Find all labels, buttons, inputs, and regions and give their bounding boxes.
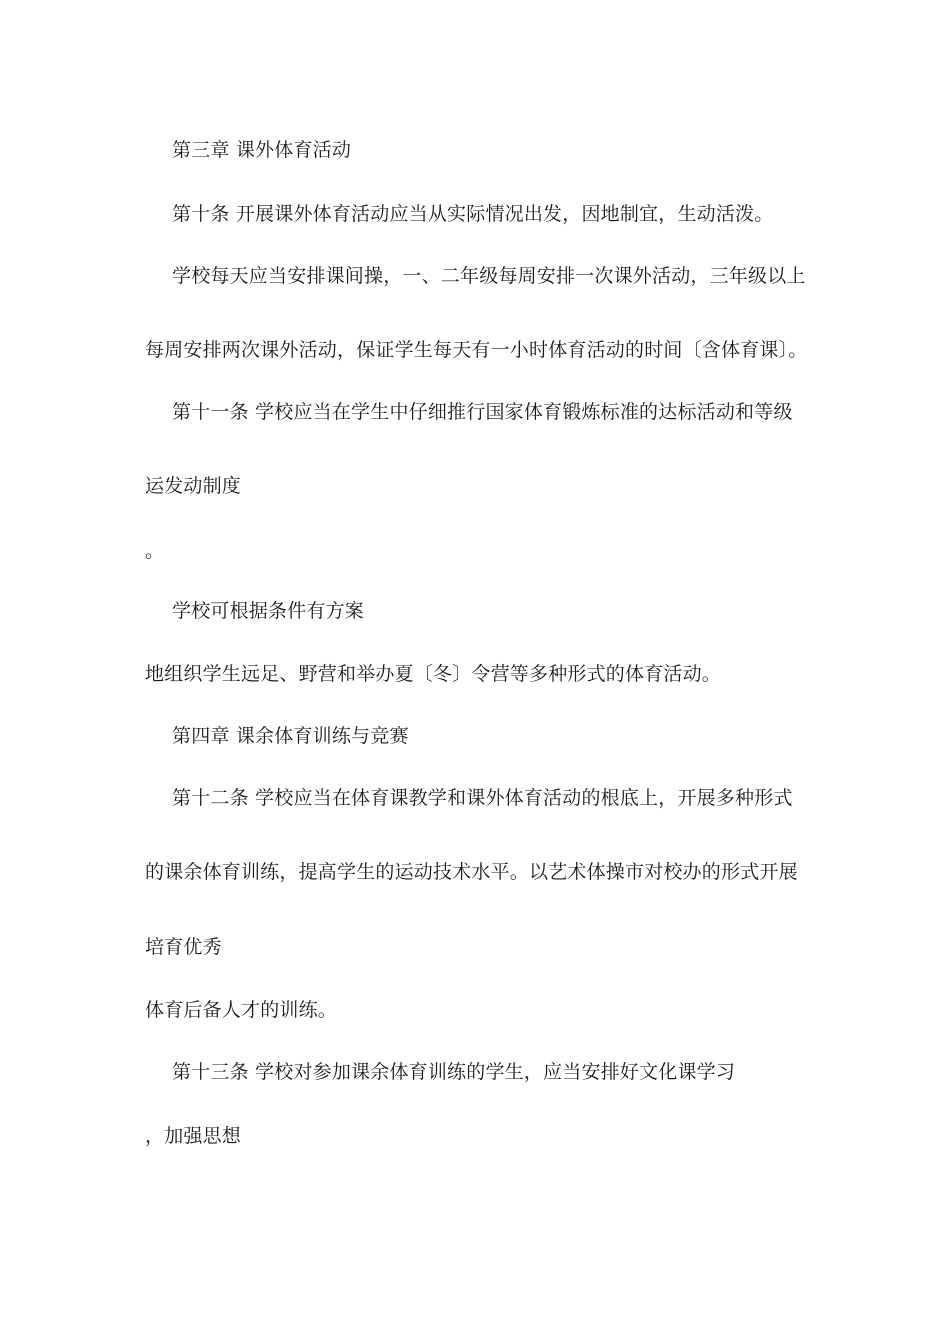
paragraph-line: 每周安排两次课外活动，保证学生每天有一小时体育活动的时间〔含体育课〕。 (145, 339, 808, 361)
article-11-line: 第十一条 学校应当在学生中仔细推行国家体育锻炼标准的达标活动和等级 (172, 401, 793, 423)
article-10-line: 第十条 开展课外体育活动应当从实际情况出发，因地制宜，生动活泼。 (172, 203, 774, 225)
paragraph-line: ，加强思想 (145, 1125, 242, 1147)
paragraph-line: 运发动制度 (145, 475, 242, 497)
paragraph-line: 体育后备人才的训练。 (145, 999, 338, 1021)
chapter-4-heading: 第四章 课余体育训练与竞赛 (172, 725, 409, 747)
article-13-line: 第十三条 学校对参加课余体育训练的学生，应当安排好文化课学习 (172, 1061, 736, 1083)
paragraph-line: 学校可根据条件有方案 (172, 600, 365, 622)
paragraph-line: 培育优秀 (145, 936, 222, 958)
article-12-line: 第十二条 学校应当在体育课教学和课外体育活动的根底上，开展多种形式 (172, 787, 793, 809)
paragraph-line: 的课余体育训练，提高学生的运动技术水平。以艺术体操市对校办的形式开展 (145, 861, 798, 883)
paragraph-line: 。 (145, 540, 165, 562)
chapter-3-heading: 第三章 课外体育活动 (172, 139, 352, 161)
paragraph-line: 学校每天应当安排课间操，一、二年级每周安排一次课外活动，三年级以上 (172, 265, 806, 287)
paragraph-line: 地组织学生远足、野营和举办夏〔冬〕令营等多种形式的体育活动。 (145, 663, 722, 685)
